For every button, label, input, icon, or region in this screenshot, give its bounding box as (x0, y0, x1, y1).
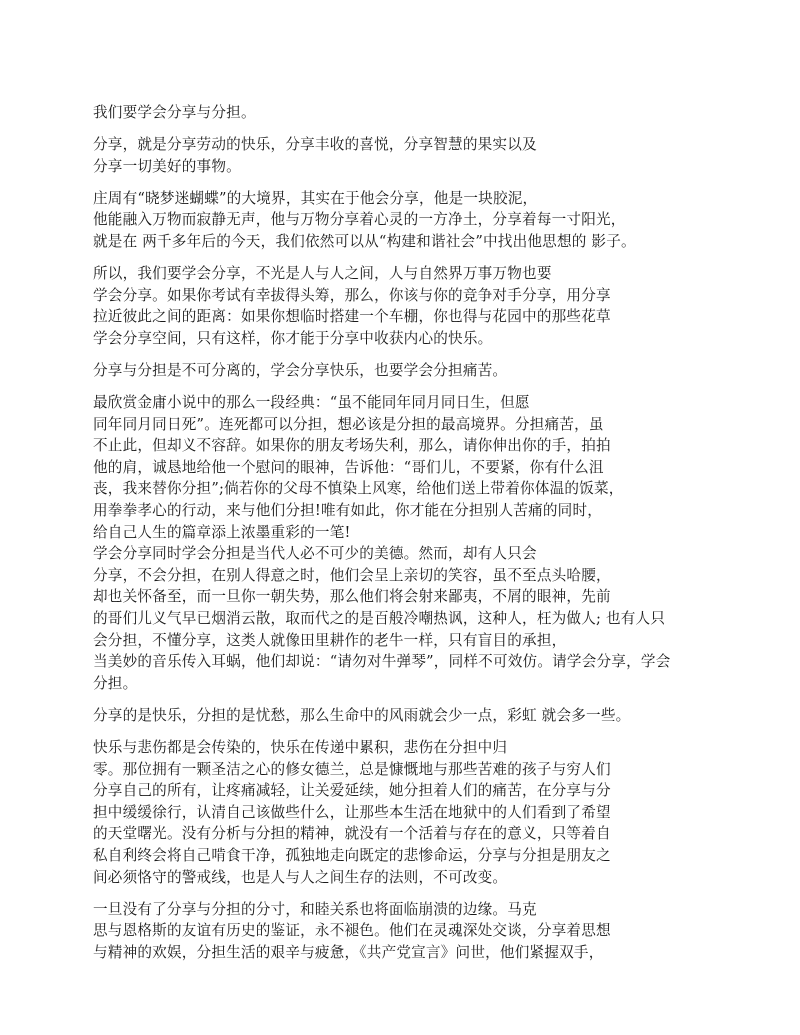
text-line: 却也关怀备至，而一旦你一朝失势，那么他们将会射来鄙夷，不屑的眼神，先前 (93, 588, 611, 606)
text-line: 担中缓缓徐行，认清自己该做些什么，让那些本生活在地狱中的人们看到了希望 (93, 803, 611, 821)
text-line: 分享，就是分享劳动的快乐，分享丰收的喜悦，分享智慧的果实以及 (93, 136, 537, 154)
text-line: 零。那位拥有一颗圣洁之心的修女德兰，总是慷慨地与那些苦难的孩子与穷人们 (93, 760, 611, 778)
text-line: 丧，我来替你分担”;倘若你的父母不慎染上风寒，给他们送上带着你体温的饭菜， (93, 480, 624, 498)
text-line: 学会分享空间，只有这样，你才能于分享中收获内心的快乐。 (93, 329, 493, 347)
text-line: 会分担，不懂分享，这类人就像田里耕作的老牛一样，只有盲目的承担， (93, 631, 567, 649)
text-line: 分享一切美好的事物。 (93, 157, 241, 175)
paragraph (93, 392, 713, 543)
text-line: 所以，我们要学会分享，不光是人与人之间，人与自然界万事万物也要 (93, 265, 552, 283)
text-line: 他的肩，诚恳地给他一个慰问的眼神，告诉他：“哥们儿，不要紧，你有什么沮 (93, 458, 604, 476)
text-line: 同年同月同日死”。连死都可以分担，想必该是分担的最高境界。分担痛苦，虽 (93, 415, 604, 433)
paragraph (93, 543, 713, 694)
paragraph (93, 737, 713, 888)
document-body (93, 102, 713, 974)
text-line: 学会分享。如果你考试有幸拔得头筹，那么，你该与你的竞争对手分享，用分享 (93, 286, 611, 304)
text-line: 一旦没有了分享与分担的分寸，和睦关系也将面临崩溃的边缘。马克 (93, 900, 537, 918)
text-line: 我们要学会分享与分担。 (93, 104, 256, 121)
text-line: 间必须恪守的警戒线，也是人与人之间生存的法则，不可改变。 (93, 868, 508, 886)
paragraph (93, 360, 713, 382)
text-line: 最欣赏金庸小说中的那么一段经典：“虽不能同年同月同日生，但愿 (93, 394, 530, 412)
text-line: 学会分享同时学会分担是当代人必不可少的美德。然而，却有人只会 (93, 545, 537, 563)
text-line: 当美妙的音乐传入耳蜗，他们却说：“请勿对牛弹琴”，同样不可效仿。请学会分享，学会 (93, 653, 671, 671)
text-line: 分享，不会分担，在别人得意之时，他们会呈上亲切的笑容，虽不至点头哈腰， (93, 566, 611, 584)
text-line: 与精神的欢娱，分担生活的艰辛与疲惫，《共产党宣言》问世，他们紧握双手， (93, 943, 604, 961)
text-line: 的哥们儿义气早已烟消云散，取而代之的是百般冷嘲热讽，这种人，枉为做人; 也有人只 (93, 609, 666, 627)
paragraph (93, 134, 713, 177)
text-line: 就是在 两千多年后的今天，我们依然可以从“构建和谐社会”中找出他思想的 影子。 (93, 232, 636, 250)
text-line: 的天堂曙光。没有分析与分担的精神，就没有一个活着与存在的意义，只等着自 (93, 825, 611, 843)
text-line: 他能融入万物而寂静无声，他与万物分享着心灵的一方净土，分享着每一寸阳光， (93, 211, 626, 229)
text-line: 分享的是快乐，分担的是忧愁，那么生命中的风雨就会少一点，彩虹 就会多一些。 (93, 706, 631, 724)
text-line: 拉近彼此之间的距离：如果你想临时搭建一个车棚，你也得与花园中的那些花草 (93, 308, 611, 326)
text-line: 用拳拳孝心的行动，来与他们分担!唯有如此，你才能在分担别人苦痛的同时， (93, 502, 603, 519)
text-line: 分享与分担是不可分离的，学会分享快乐，也要学会分担痛苦。 (93, 361, 508, 379)
text-line: 分担。 (93, 674, 138, 692)
text-line: 不止此，但却义不容辞。如果你的朋友考场失利，那么，请你伸出你的手，拍拍 (93, 437, 611, 455)
text-line: 私自利终会将自己啃食干净，孤独地走向既定的悲惨命运，分享与分担是朋友之 (93, 846, 611, 864)
text-line: 给自己人生的篇章添上浓墨重彩的一笔! (93, 523, 351, 541)
text-line: 思与恩格斯的友谊有历史的鉴证，永不褪色。他们在灵魂深处交谈，分享着思想 (93, 922, 611, 940)
text-line: 快乐与悲伤都是会传染的，快乐在传递中累积，悲伤在分担中归 (93, 738, 508, 756)
paragraph (93, 899, 713, 964)
paragraph (93, 263, 713, 349)
paragraph (93, 102, 713, 124)
text-line: 庄周有“晓梦迷蝴蝶”的大境界，其实在于他会分享，他是一块胶泥， (93, 189, 538, 207)
paragraph (93, 188, 713, 253)
text-line: 分享自己的所有，让疼痛减轻，让关爱延续，她分担着人们的痛苦，在分享与分 (93, 782, 611, 800)
paragraph (93, 705, 713, 727)
